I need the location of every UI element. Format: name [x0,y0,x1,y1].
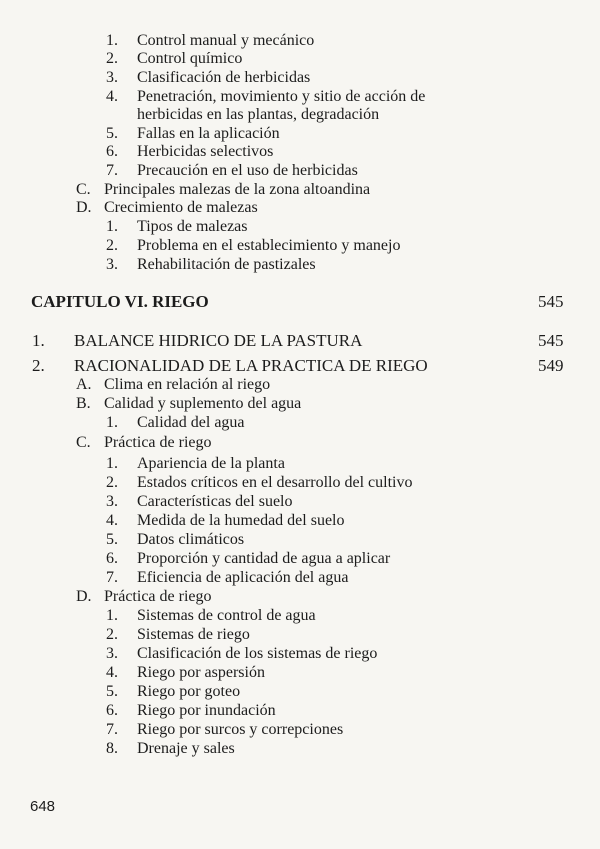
entry-title: Rehabilitación de pastizales [137,256,316,273]
section-letter: D. [76,199,92,216]
page-number: 545 [538,292,564,311]
entry-number: 1. [106,455,118,472]
section-title: Práctica de riego [104,588,212,605]
entry-number: 3. [106,256,118,273]
entry-number: 8. [106,740,118,757]
entry-number: 1. [106,218,118,235]
part-title: BALANCE HIDRICO DE LA PASTURA [74,331,363,350]
entry-title: Riego por goteo [137,683,241,700]
section-title: Clima en relación al riego [104,376,271,393]
section-title: Práctica de riego [104,434,212,451]
entry-title: Drenaje y sales [137,740,235,757]
entry-title: Calidad del agua [137,414,245,431]
entry-title: Problema en el establecimiento y manejo [137,237,401,254]
section-letter: C. [76,434,91,451]
entry-number: 5. [106,125,118,142]
entry-number: 2. [106,50,118,67]
entry-title: Herbicidas selectivos [137,143,274,160]
entry-number: 2. [106,237,118,254]
section-letter: C. [76,181,91,198]
entry-title: Clasificación de herbicidas [137,69,311,86]
entry-title: Eficiencia de aplicación del agua [137,569,349,586]
entry-title: Clasificación de los sistemas de riego [137,645,378,662]
entry-number: 7. [106,569,118,586]
part-number: 1. [32,331,45,350]
entry-number: 7. [106,162,118,179]
entry-number: 5. [106,683,118,700]
entry-title: Tipos de malezas [137,218,248,235]
entry-number: 3. [106,493,118,510]
entry-number: 3. [106,645,118,662]
entry-title: Control manual y mecánico [137,32,315,49]
entry-number: 3. [106,69,118,86]
page-number: 549 [538,356,564,375]
entry-title: Penetración, movimiento y sitio de acción de [137,88,426,105]
entry-number: 1. [106,607,118,624]
entry-number: 1. [106,414,118,431]
section-title: Principales malezas de la zona altoandina [104,181,371,198]
part-title: RACIONALIDAD DE LA PRACTICA DE RIEGO [74,356,428,375]
entry-title: Apariencia de la planta [137,455,285,472]
entry-title: Datos climáticos [137,531,245,548]
entry-title: Sistemas de control de agua [137,607,316,624]
entry-number: 6. [106,143,118,160]
page-number: 545 [538,331,564,350]
chapter-title: CAPITULO VI. RIEGO [31,292,209,311]
entry-title: Medida de la humedad del suelo [137,512,345,529]
entry-title: Riego por inundación [137,702,276,719]
entry-title: Sistemas de riego [137,626,250,643]
entry-title: Riego por surcos y correpciones [137,721,344,738]
section-title: Crecimiento de malezas [104,199,258,216]
entry-number: 4. [106,512,118,529]
section-letter: D. [76,588,92,605]
entry-number: 2. [106,474,118,491]
entry-number: 7. [106,721,118,738]
entry-number: 5. [106,531,118,548]
entry-title: herbicidas en las plantas, degradación [137,106,380,123]
entry-title: Proporción y cantidad de agua a aplicar [137,550,391,567]
entry-number: 4. [106,88,118,105]
section-letter: A. [76,376,92,393]
section-title: Calidad y suplemento del agua [104,395,302,412]
entry-title: Estados críticos en el desarrollo del cultivo [137,474,413,491]
entry-title: Control químico [137,50,243,67]
entry-number: 1. [106,32,118,49]
entry-title: Precaución en el uso de herbicidas [137,162,358,179]
part-number: 2. [32,356,45,375]
folio-page-number: 648 [30,798,56,815]
entry-number: 6. [106,550,118,567]
entry-number: 4. [106,664,118,681]
entry-number: 6. [106,702,118,719]
entry-title: Fallas en la aplicación [137,125,280,142]
entry-title: Características del suelo [137,493,293,510]
entry-title: Riego por aspersión [137,664,265,681]
entry-number: 2. [106,626,118,643]
section-letter: B. [76,395,91,412]
